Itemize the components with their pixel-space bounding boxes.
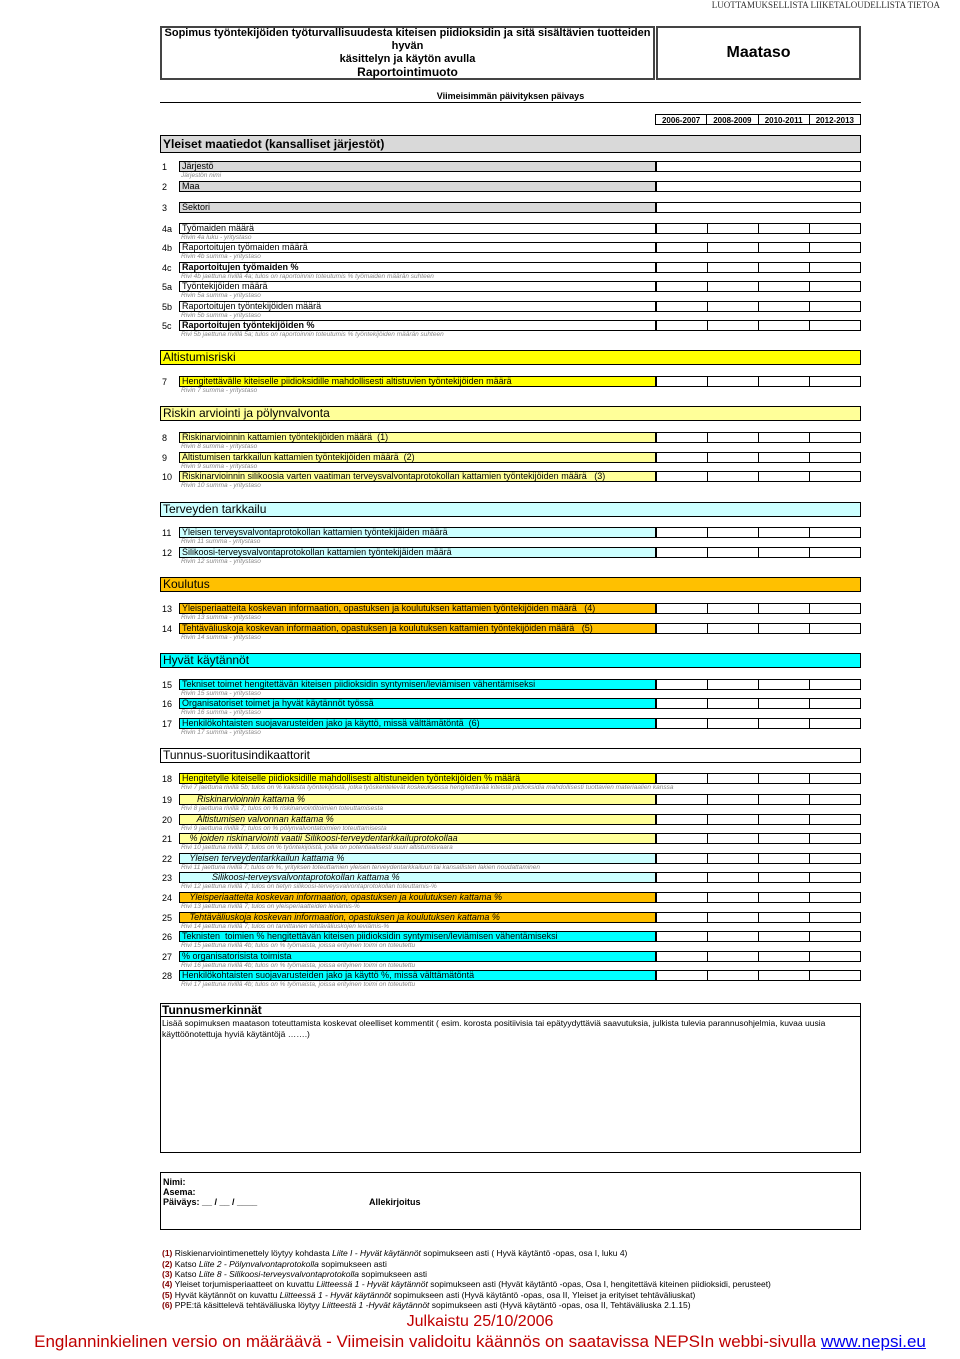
year-value-cell[interactable] (656, 603, 708, 614)
year-value-cell[interactable] (758, 773, 810, 784)
footnote-text: Yleiset torjumisperiaatteet on kuvattu (174, 1279, 317, 1289)
section-title: Tunnus-suoritusindikaattorit (160, 748, 861, 763)
row-label: Riskinarvioinnin kattamien työntekijöiden määrä (1) (179, 432, 656, 443)
confidential-label: LUOTTAMUKSELLISTA LIIKETALOUDELLISTA TIETOA (711, 0, 940, 10)
row-label: Silikoosi-terveysvalvontaprotokollan kattamien työntekijäiden määrä (179, 547, 656, 558)
year-value-cell[interactable] (656, 931, 708, 942)
footnote-mark: (2) (162, 1259, 173, 1269)
row-label: Organisatoriset toimet ja hyvät käytännöt työssä (179, 698, 656, 709)
year-value-cell[interactable] (707, 970, 759, 981)
row-label: Työmaiden määrä (179, 223, 656, 234)
year-value-cell[interactable] (707, 951, 759, 962)
footnote-text: Hyvät käytännöt on kuvattu (174, 1290, 280, 1300)
row-description: Rivi 16 jaettuna rivillä 4b; tulos on % työmaista, joissa erityinen toimi on toteutettu (181, 962, 416, 969)
row-number: 1 (162, 162, 168, 172)
row-number: 28 (162, 971, 173, 981)
row-label: Yleisperiaatteita koskevan informaation, opastuksen ja koulutuksen kattama % (179, 892, 656, 903)
year-value-cell[interactable] (809, 281, 861, 292)
year-value-cell[interactable] (758, 931, 810, 942)
year-value-cell[interactable] (707, 623, 759, 634)
year-value-cell[interactable] (707, 432, 759, 443)
year-value-cell[interactable] (758, 853, 810, 864)
year-value-cell[interactable] (707, 679, 759, 690)
row-number: 7 (162, 377, 168, 387)
position-label: Asema: (163, 1187, 196, 1197)
row-number: 4a (162, 224, 173, 234)
footnote (162, 1279, 771, 1289)
row-description: Rivin 4b summa - yritystaso (181, 253, 261, 260)
year-header: 2008-2009 (706, 114, 758, 125)
row-number: 18 (162, 774, 173, 784)
comments-title: Tunnusmerkinnät (162, 1003, 262, 1017)
comments-instructions: Lisää sopimuksen maatason toteuttamista koskevat oleelliset kommentit ( esim. korosta positiivisia tai epätyydyttäviä saavutuksia, julkista tulevia parannusohjelmia, kuvaa uusia käyttöönotettuja hyviä käytäntöjä …….) (162, 1018, 826, 1039)
year-value-cell[interactable] (707, 471, 759, 482)
date-label: Päiväys: __ / __ / ____ (163, 1197, 258, 1207)
row-number: 12 (162, 548, 173, 558)
year-value-cell[interactable] (656, 794, 708, 805)
year-value-cell[interactable] (758, 623, 810, 634)
year-value-cell[interactable] (809, 547, 861, 558)
year-value-cell[interactable] (707, 223, 759, 234)
row-label: Yleisperiaatteita koskevan informaation, opastuksen ja koulutuksen kattamien työntekijöiden määrä (4) (179, 603, 656, 614)
row-description: Järjestön nimi (181, 172, 222, 179)
year-value-cell[interactable] (758, 452, 810, 463)
year-header: 2012-2013 (809, 114, 861, 125)
footnote-mark: (6) (162, 1300, 173, 1310)
row-description: Rivin 15 summa - yritystaso (181, 690, 261, 697)
row-number: 22 (162, 854, 173, 864)
row-label: Raportoitujen työntekijöiden % (179, 320, 656, 331)
row-number: 14 (162, 624, 173, 634)
year-value-cell[interactable] (758, 603, 810, 614)
year-value-cell[interactable] (656, 892, 708, 903)
year-value-cell[interactable] (758, 527, 810, 538)
row-description: Rivi 14 jaettuna rivillä 7; tulos on tarvittavien tehtäväliuskojen leviämis-% (181, 923, 390, 930)
year-value-cell[interactable] (707, 301, 759, 312)
row-label: Yleisen terveydentarkkailun kattama % (179, 853, 656, 864)
footnote-reference: Liite I - Hyvät käytännöt (332, 1248, 421, 1258)
year-value-cell[interactable] (758, 320, 810, 331)
year-value-cell[interactable] (707, 892, 759, 903)
row-number: 3 (162, 203, 168, 213)
year-value-cell[interactable] (809, 773, 861, 784)
english-version-note (0, 1332, 960, 1352)
row-number: 10 (162, 472, 173, 482)
year-value-cell[interactable] (707, 814, 759, 825)
row-number: 2 (162, 182, 168, 192)
year-value-cell[interactable] (758, 814, 810, 825)
footnote-reference: Liitteestä 1 -Hyvät käytännöt (322, 1300, 430, 1310)
year-value-cell[interactable] (656, 376, 708, 387)
footnote-text: PPE:tä käsittelevä tehtäväliuska löytyy (174, 1300, 323, 1310)
year-value-cell[interactable] (758, 547, 810, 558)
section-title: Hyvät käytännöt (160, 653, 861, 668)
row-label: Riskinarvioinnin silikoosia varten vaatiman terveysvalvontaprotokollan kattamien työntekijöiden määrä (3) (179, 471, 656, 482)
row-number: 20 (162, 815, 173, 825)
year-value-cell[interactable] (707, 281, 759, 292)
year-value-cell[interactable] (758, 794, 810, 805)
year-value-cell[interactable] (707, 547, 759, 558)
row-number: 21 (162, 834, 173, 844)
year-value-cell[interactable] (707, 452, 759, 463)
published-date: Julkaistu 25/10/2006 (406, 1313, 554, 1330)
english-note-text: Englanninkielinen versio on määräävä - Viimeisin validoitu käännös on saatavissa NEPSIn webbi-sivulla (34, 1332, 817, 1351)
year-value-cell[interactable] (656, 623, 708, 634)
year-value-cell[interactable] (707, 320, 759, 331)
year-value-cell[interactable] (656, 281, 708, 292)
footnote-text: sopimukseen asti (Hyvät käytäntö -opas, Osa I, hengitettävä kiteinen piidioksidi, perusteet) (427, 1279, 771, 1289)
year-value-cell[interactable] (656, 853, 708, 864)
footnote-text: Katso (174, 1269, 199, 1279)
row-description: Rivi 15 jaettuna rivillä 4b; tulos on % työmaista, joissa erityinen toimi on toteutettu (181, 942, 416, 949)
row-label: Altistumisen valvonnan kattama % (179, 814, 656, 825)
year-value-cell[interactable] (758, 223, 810, 234)
row-description: Rivi 12 jaettuna rivillä 7; tulos on tietyn silikoosi-terveysvalvontaprotokollan toteuttamis-% (181, 883, 437, 890)
year-value-cell[interactable] (809, 814, 861, 825)
signature-label: Allekirjoitus (369, 1197, 421, 1207)
title-line-3: Raportointimuoto (357, 65, 458, 79)
year-value-cell[interactable] (707, 262, 759, 273)
year-value-cell[interactable] (809, 698, 861, 709)
footnote (162, 1248, 627, 1258)
row-description: Rivi 17 jaettuna rivillä 4b; tulos on % työmaista, joissa erityinen toimi on toteutettu (181, 981, 416, 988)
row-number: 9 (162, 453, 168, 463)
year-value-cell[interactable] (656, 814, 708, 825)
footnote-reference: Liite 8 - Silikoosi-terveysvalvontaprotokolla (198, 1269, 360, 1279)
year-value-cell[interactable] (809, 970, 861, 981)
year-value-cell[interactable] (809, 794, 861, 805)
year-value-cell[interactable] (707, 376, 759, 387)
year-value-cell[interactable] (707, 794, 759, 805)
footnote (162, 1300, 691, 1310)
year-value-cell[interactable] (656, 547, 708, 558)
row-description: Rivin 8 summa - yritystaso (181, 443, 258, 450)
year-value-cell[interactable] (758, 970, 810, 981)
year-value-cell[interactable] (707, 718, 759, 729)
row-description: Rivin 14 summa - yritystaso (181, 634, 261, 641)
footnote-mark: (1) (162, 1248, 173, 1258)
year-value-cell[interactable] (809, 262, 861, 273)
year-value-cell[interactable] (809, 833, 861, 844)
year-value-cell[interactable] (809, 452, 861, 463)
year-value-cell[interactable] (656, 698, 708, 709)
year-header: 2010-2011 (758, 114, 810, 125)
year-value-cell[interactable] (758, 833, 810, 844)
year-value-cell[interactable] (707, 872, 759, 883)
row-description: Rivin 5a summa - yritystaso (181, 292, 261, 299)
year-value-cell[interactable] (758, 892, 810, 903)
year-value-cell[interactable] (656, 951, 708, 962)
row-number: 27 (162, 952, 173, 962)
row-description: Rivi 13 jaettuna rivillä 7; tulos on yleisperiaatteiden leviämis-% (181, 903, 360, 910)
row-description: Rivin 12 summa - yritystaso (181, 558, 261, 565)
row-number: 5c (162, 321, 172, 331)
year-value-cell[interactable] (707, 931, 759, 942)
year-columns-header (656, 114, 861, 125)
footnote-text: sopimukseen asti (Hyvä käytäntö -opas, osa II, Tehtäväliuska 2.1.15) (429, 1300, 691, 1310)
year-value-cell[interactable] (809, 872, 861, 883)
year-value-cell[interactable] (707, 912, 759, 923)
footnote-text: Katso (174, 1259, 199, 1269)
section-title: Altistumisriski (160, 350, 861, 365)
row-label: Raportoitujen työmaiden määrä (179, 242, 656, 253)
row-number: 8 (162, 433, 168, 443)
maataso-label: Maataso (656, 26, 861, 80)
year-value-cell[interactable] (758, 718, 810, 729)
row-label: Järjestö (179, 161, 656, 172)
row-label: % organisatorisista toimista (179, 951, 656, 962)
year-value-cell[interactable] (656, 527, 708, 538)
year-value-cell[interactable] (809, 471, 861, 482)
row-description: Rivin 9 summa - yritystaso (181, 463, 258, 470)
row-description: Rivi 11 jaettuna rivillä 7; tulos on %, yrityksen toteuttamien yleisen terveydentarkkailuun tai kansallisten lakien noudattaminen (181, 864, 541, 871)
row-label: Tekniset toimet hengitettävän kiteisen piidioksidin syntymisen/leviämisen vähentämiseksi (179, 679, 656, 690)
row-number: 5b (162, 302, 173, 312)
row-label: Riskinarvioinnin kattama % (179, 794, 656, 805)
footnote-reference: Liite 2 - Pölynvalvontaprotokolla (198, 1259, 319, 1269)
year-value-cell[interactable] (758, 432, 810, 443)
document-title-box (160, 26, 655, 80)
row-description: Rivin 10 summa - yritystaso (181, 482, 261, 489)
year-value-cell[interactable] (656, 432, 708, 443)
year-value-cell[interactable] (656, 452, 708, 463)
title-line-1: Sopimus työntekijöiden työturvallisuudesta kiteisen piidioksidin ja sitä sisältävien tuotteiden hyvän (164, 27, 651, 52)
row-number: 24 (162, 893, 173, 903)
year-value-cell[interactable] (656, 718, 708, 729)
year-value-cell[interactable] (809, 376, 861, 387)
year-value-cell[interactable] (656, 833, 708, 844)
row-description: Rivin 5b summa - yritystaso (181, 312, 261, 319)
row-label: Silikoosi-terveysvalvontaprotokollan kattama % (179, 872, 656, 883)
year-value-cell[interactable] (758, 281, 810, 292)
year-value-cell[interactable] (758, 951, 810, 962)
footnote (162, 1259, 387, 1269)
year-value-cell[interactable] (707, 833, 759, 844)
year-value-cell[interactable] (809, 951, 861, 962)
year-value-cell[interactable] (758, 872, 810, 883)
year-value-cell[interactable] (656, 912, 708, 923)
footnote-mark: (5) (162, 1290, 173, 1300)
footnote-mark: (4) (162, 1279, 173, 1289)
footnote-text: sopimukseen asti (359, 1269, 428, 1279)
row-number: 25 (162, 913, 173, 923)
footnote-reference: Liitteessä 1 - Hyvät käytännöt (279, 1290, 392, 1300)
footnote-text: Riskienarviointimenettely löytyy kohdasta (174, 1248, 333, 1258)
row-number: 4b (162, 243, 173, 253)
year-value-cell[interactable] (656, 223, 708, 234)
year-value-cell[interactable] (758, 679, 810, 690)
footnote-text: sopimukseen asti (Hyvä käytäntö -opas, osa II, Yleiset ja erityiset tehtäväliuskat) (391, 1290, 696, 1300)
year-value-cell[interactable] (809, 432, 861, 443)
row-number: 13 (162, 604, 173, 614)
year-value-cell[interactable] (758, 242, 810, 253)
row-number: 4c (162, 263, 172, 273)
row-description: Rivin 17 summa - yritystaso (181, 729, 261, 736)
row-description: Rivi 7 jaettuna rivillä 5b; tulos on % kaikista työntekijöistä, jotka työskentelevät koskeuksessa hengitettävää kiteistä piidioksidia mahdollisesti tuottavien materiaalien kanssa (181, 784, 674, 791)
year-value-cell[interactable] (809, 320, 861, 331)
row-description: Rivin 16 summa - yritystaso (181, 709, 261, 716)
section-title: Koulutus (160, 577, 861, 592)
update-date-field[interactable]: Viimeisimmän päivityksen päivays (160, 91, 861, 103)
row-label: % joiden riskinarviointi vaatii Silikoosi-terveydentarkkailuprotokollaa (179, 833, 656, 844)
year-value-cell[interactable] (809, 912, 861, 923)
year-value-cell[interactable] (809, 853, 861, 864)
year-value-cell[interactable] (809, 679, 861, 690)
row-number: 19 (162, 795, 173, 805)
year-value-cell[interactable] (656, 679, 708, 690)
row-description: Rivin 7 summa - yritystaso (181, 387, 258, 394)
signature-box[interactable] (160, 1172, 861, 1230)
row-label: Altistumisen tarkkailun kattamien työntekijöiden määrä (2) (179, 452, 656, 463)
footnote-reference: Liitteessä 1 - Hyvät käytännöt (316, 1279, 428, 1289)
year-value-cell[interactable] (656, 471, 708, 482)
year-value-cell[interactable] (809, 931, 861, 942)
title-line-2: käsittelyn ja käytön avulla (339, 53, 476, 65)
year-value-cell[interactable] (656, 262, 708, 273)
row-description: Rivi 4b jaettuna rivillä 4a; tulos on raportoinnin toteutumis % työmaiden määrän suhteen (181, 273, 434, 280)
row-number: 15 (162, 680, 173, 690)
year-value-cell[interactable] (707, 698, 759, 709)
row-description: Rivi 5b jaettuna rivillä 5a; tulos on raportoinnin toteutumis % työntekijöiden määrän suhteen (181, 331, 444, 338)
year-value-cell[interactable] (656, 970, 708, 981)
footnote-mark: (3) (162, 1269, 173, 1279)
row-number: 26 (162, 932, 173, 942)
year-value-cell[interactable] (707, 527, 759, 538)
year-value-cell[interactable] (758, 262, 810, 273)
year-header: 2006-2007 (655, 114, 707, 125)
row-label: Hengitetylle kiteiselle piidioksidille mahdollisesti altistuneiden työntekijöiden % määrä (179, 773, 656, 784)
year-value-cell[interactable] (656, 773, 708, 784)
year-value-cell[interactable] (809, 527, 861, 538)
year-value-cell[interactable] (656, 872, 708, 883)
row-label: Raportoitujen työmaiden % (179, 262, 656, 273)
year-value-cell[interactable] (809, 718, 861, 729)
row-description: Rivi 10 jaettuna rivillä 7; tulos on % työntekijöistä, joilla on potentiaalisesti suuri altistumisvaara (181, 844, 453, 851)
row-label: Hengitettävälle kiteiselle piidioksidille mahdollisesti altistuvien työntekijöiden määrä (179, 376, 656, 387)
year-value-cell[interactable] (707, 773, 759, 784)
year-value-cell[interactable] (809, 892, 861, 903)
row-description: Rivi 9 jaettuna rivillä 7; tulos on % pölynvalvontatoimien toteuttamisesta (181, 825, 387, 832)
footnote (162, 1290, 695, 1300)
row-number: 11 (162, 528, 172, 538)
year-value-cell[interactable] (656, 301, 708, 312)
footnote-text: sopimukseen asti ( Hyvä käytäntö -opas, osa I, luku 4) (420, 1248, 628, 1258)
year-value-cell[interactable] (656, 320, 708, 331)
row-label: Tehtäväliuskoja koskevan informaation, opastuksen ja koulutuksen kattama % (179, 912, 656, 923)
row-number: 23 (162, 873, 173, 883)
section-title: Terveyden tarkkailu (160, 502, 861, 517)
row-label: Tehtäväliuskoja koskevan informaation, opastuksen ja koulutuksen kattamien työntekijöiden määrä (5) (179, 623, 656, 634)
info-value-cell[interactable] (656, 181, 861, 192)
year-value-cell[interactable] (809, 223, 861, 234)
row-number: 17 (162, 719, 173, 729)
year-value-cell[interactable] (809, 301, 861, 312)
row-description: Rivin 4a luku - yritystaso (181, 234, 252, 241)
section-title: Riskin arviointi ja pölynvalvonta (160, 406, 861, 421)
row-description: Rivin 11 summa - yritystaso (181, 538, 261, 545)
info-value-cell[interactable] (656, 202, 861, 213)
row-label: Yleisen terveysvalvontaprotokollan kattamien työntekijäiden määrä (179, 527, 656, 538)
row-label: Teknisten toimien % hengitettävän kiteisen piidioksidin syntymisen/leviämisen vähentämiseksi (179, 931, 656, 942)
footnote (162, 1269, 427, 1279)
year-value-cell[interactable] (758, 301, 810, 312)
year-value-cell[interactable] (656, 242, 708, 253)
year-value-cell[interactable] (809, 603, 861, 614)
nepsi-website-link[interactable]: www.nepsi.eu (820, 1332, 926, 1351)
row-number: 5a (162, 282, 173, 292)
year-value-cell[interactable] (707, 853, 759, 864)
year-value-cell[interactable] (707, 603, 759, 614)
row-label: Maa (179, 181, 656, 192)
year-value-cell[interactable] (809, 623, 861, 634)
year-value-cell[interactable] (758, 698, 810, 709)
year-value-cell[interactable] (809, 242, 861, 253)
row-label: Työntekijöiden määrä (179, 281, 656, 292)
row-label: Raportoitujen työntekijöiden määrä (179, 301, 656, 312)
comments-divider (160, 1016, 861, 1017)
row-description: Rivi 8 jaettuna rivillä 7; tulos on % riskinarvointitoimien toteuttamisesta (181, 805, 383, 812)
row-label: Henkilökohtaisten suojavarusteiden jako ja käyttö %, missä välttämätöntä (179, 970, 656, 981)
info-value-cell[interactable] (656, 161, 861, 172)
year-value-cell[interactable] (758, 376, 810, 387)
row-label: Henkilökohtaisten suojavarusteiden jako ja käyttö, missä välttämätöntä (6) (179, 718, 656, 729)
row-number: 16 (162, 699, 173, 709)
row-description: Rivin 13 summa - yritystaso (181, 614, 261, 621)
row-label: Sektori (179, 202, 656, 213)
year-value-cell[interactable] (758, 471, 810, 482)
year-value-cell[interactable] (707, 242, 759, 253)
footnote-text: sopimukseen asti (318, 1259, 387, 1269)
general-section-title: Yleiset maatiedot (kansalliset järjestöt) (160, 135, 861, 153)
name-label: Nimi: (163, 1177, 186, 1187)
year-value-cell[interactable] (758, 912, 810, 923)
